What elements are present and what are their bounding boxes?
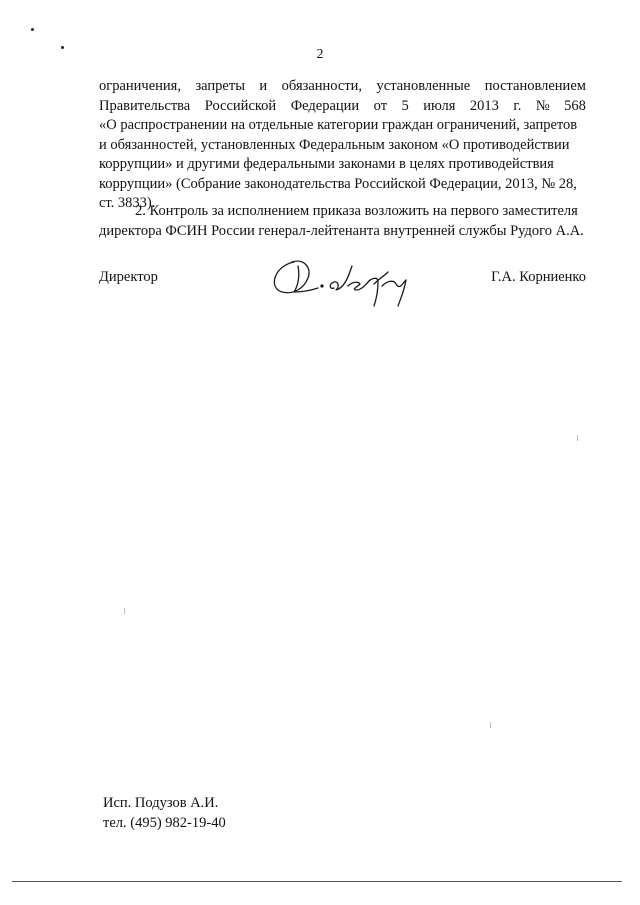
signatory-name: Г.А. Корниенко — [491, 269, 586, 285]
word: обязанности, — [281, 78, 363, 94]
text-line: «О распространении на отдельные категории граждан ограничений, запретов — [99, 117, 578, 133]
word: № — [535, 97, 550, 114]
word: ограничения, — [99, 78, 181, 94]
word: июля — [423, 97, 456, 114]
paragraph-1 — [99, 77, 586, 214]
word: запреты — [195, 78, 245, 94]
scan-speck-mark — [124, 608, 125, 614]
text-line — [99, 97, 586, 117]
word: установленные — [376, 78, 471, 94]
word: Российской — [204, 97, 277, 114]
word: г. — [513, 97, 522, 114]
text-line: директора ФСИН России генерал-лейтенанта внутренней службы Рудого А.А. — [99, 222, 584, 239]
word: 5 — [401, 97, 409, 114]
word: постановлением — [484, 78, 586, 94]
word: Правительства — [99, 97, 191, 114]
signatory-title: Директор — [99, 269, 158, 285]
text-line: коррупции» и другими федеральными законами в целях противодействия — [99, 156, 554, 172]
executor-name: Исп. Подузов А.И. — [103, 795, 219, 811]
scan-speck-mark — [577, 435, 578, 441]
text-line: 2. Контроль за исполнением приказа возложить на первого заместителя — [135, 203, 578, 219]
text-line: коррупции» (Собрание законодательства Российской Федерации, 2013, № 28, — [99, 175, 577, 192]
handwritten-signature — [264, 248, 424, 310]
text-line — [99, 77, 586, 97]
executor-info — [103, 793, 226, 833]
text-line: ст. 3833). — [99, 195, 156, 211]
signature-block — [99, 266, 586, 306]
word: от — [373, 97, 388, 114]
word: 2013 — [469, 97, 499, 114]
word: 568 — [564, 97, 586, 114]
word: Федерации — [290, 97, 360, 114]
scan-speck-dot — [31, 28, 34, 31]
scan-speck-mark — [490, 722, 491, 728]
page-number: 2 — [316, 47, 324, 62]
word: и — [259, 78, 268, 94]
text-line: и обязанностей, установленных Федеральным законом «О противодействии — [99, 136, 570, 153]
page-bottom-rule — [12, 881, 622, 882]
paragraph-2 — [99, 202, 586, 241]
executor-phone: тел. (495) 982-19-40 — [103, 815, 226, 831]
